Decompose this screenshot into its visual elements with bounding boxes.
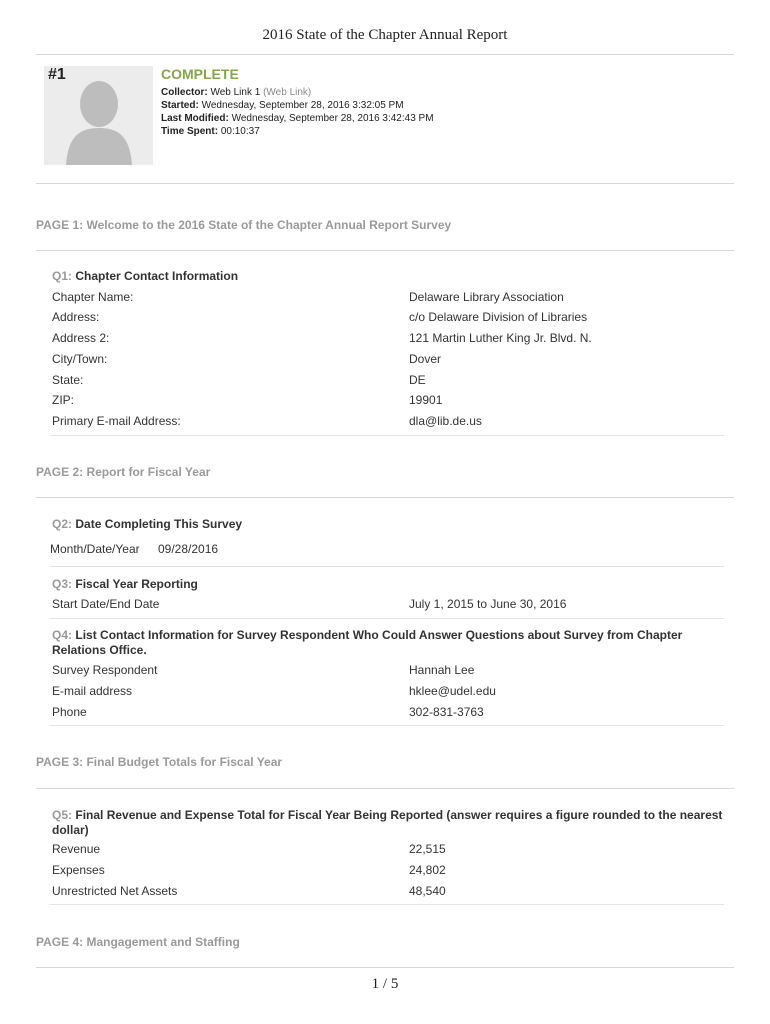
divider <box>36 967 734 968</box>
answer-value: DE <box>409 373 426 387</box>
answer-value: July 1, 2015 to June 30, 2016 <box>409 597 567 611</box>
answer-label: E-mail address <box>52 684 133 698</box>
answer-value: 24,802 <box>409 863 446 877</box>
page-2-header: PAGE 2: Report for Fiscal Year <box>36 465 211 479</box>
page-1-header: PAGE 1: Welcome to the 2016 State of the Chapter Annual Report Survey <box>36 218 452 232</box>
answer-value: dla@lib.de.us <box>409 414 482 428</box>
answer-value: hklee@udel.edu <box>409 684 496 698</box>
answer-value: 09/28/2016 <box>158 542 219 556</box>
divider <box>36 183 734 184</box>
divider <box>36 497 734 498</box>
answer-label: Address: <box>52 310 100 324</box>
question-q3-title: Q3: Fiscal Year Reporting <box>52 577 198 591</box>
answer-label: Survey Respondent <box>52 663 158 677</box>
document-title: 2016 State of the Chapter Annual Report <box>262 27 508 43</box>
divider <box>50 566 724 567</box>
question-q2-title: Q2: Date Completing This Survey <box>52 517 243 531</box>
time-spent-line: Time Spent: 00:10:37 <box>161 126 260 137</box>
answer-label: Phone <box>52 705 87 719</box>
page-3-header: PAGE 3: Final Budget Totals for Fiscal Year <box>36 755 283 769</box>
answer-value: 19901 <box>409 393 443 407</box>
response-number: #1 <box>48 66 66 83</box>
answer-label: State: <box>52 373 84 387</box>
response-status: COMPLETE <box>161 66 239 82</box>
answer-value: Delaware Library Association <box>409 290 564 304</box>
answer-value: Hannah Lee <box>409 663 475 677</box>
answer-label: Primary E-mail Address: <box>52 414 181 428</box>
divider <box>50 618 724 619</box>
answer-value: Dover <box>409 352 442 366</box>
divider <box>50 904 724 905</box>
page-indicator: 1 / 5 <box>371 976 399 992</box>
question-q4-title: Q4: List Contact Information for Survey Respondent Who Could Answer Questions about Survey from Chapter Relations Office. <box>52 628 683 657</box>
answer-value: 302-831-3763 <box>409 705 484 719</box>
answer-value: 48,540 <box>409 884 446 898</box>
answer-label: Month/Date/Year <box>50 542 140 556</box>
answer-label: Start Date/End Date <box>52 597 160 611</box>
divider <box>50 725 724 726</box>
answer-label: Expenses <box>52 863 105 877</box>
answer-label: ZIP: <box>52 393 75 407</box>
started-line: Started: Wednesday, September 28, 2016 3:32:05 PM <box>161 100 404 111</box>
divider <box>36 54 734 55</box>
answer-label: Address 2: <box>52 331 110 345</box>
answer-label: Chapter Name: <box>52 290 134 304</box>
question-q5-title: Q5: Final Revenue and Expense Total for Fiscal Year Being Reported (answer requires a figure rounded to the nearest dollar) <box>52 808 723 837</box>
question-q1-title: Q1: Chapter Contact Information <box>52 269 239 283</box>
divider <box>36 788 734 789</box>
answer-value: 121 Martin Luther King Jr. Blvd. N. <box>409 331 592 345</box>
collector-line: Collector: Web Link 1 (Web Link) <box>161 87 312 98</box>
last-modified-line: Last Modified: Wednesday, September 28, 2016 3:42:43 PM <box>161 113 434 124</box>
answer-label: Unrestricted Net Assets <box>52 884 178 898</box>
divider <box>36 250 734 251</box>
answer-label: City/Town: <box>52 352 108 366</box>
answer-value: 22,515 <box>409 842 446 856</box>
page-4-header: PAGE 4: Mangagement and Staffing <box>36 935 240 949</box>
answer-label: Revenue <box>52 842 101 856</box>
answer-value: c/o Delaware Division of Libraries <box>409 310 588 324</box>
divider <box>50 435 724 436</box>
